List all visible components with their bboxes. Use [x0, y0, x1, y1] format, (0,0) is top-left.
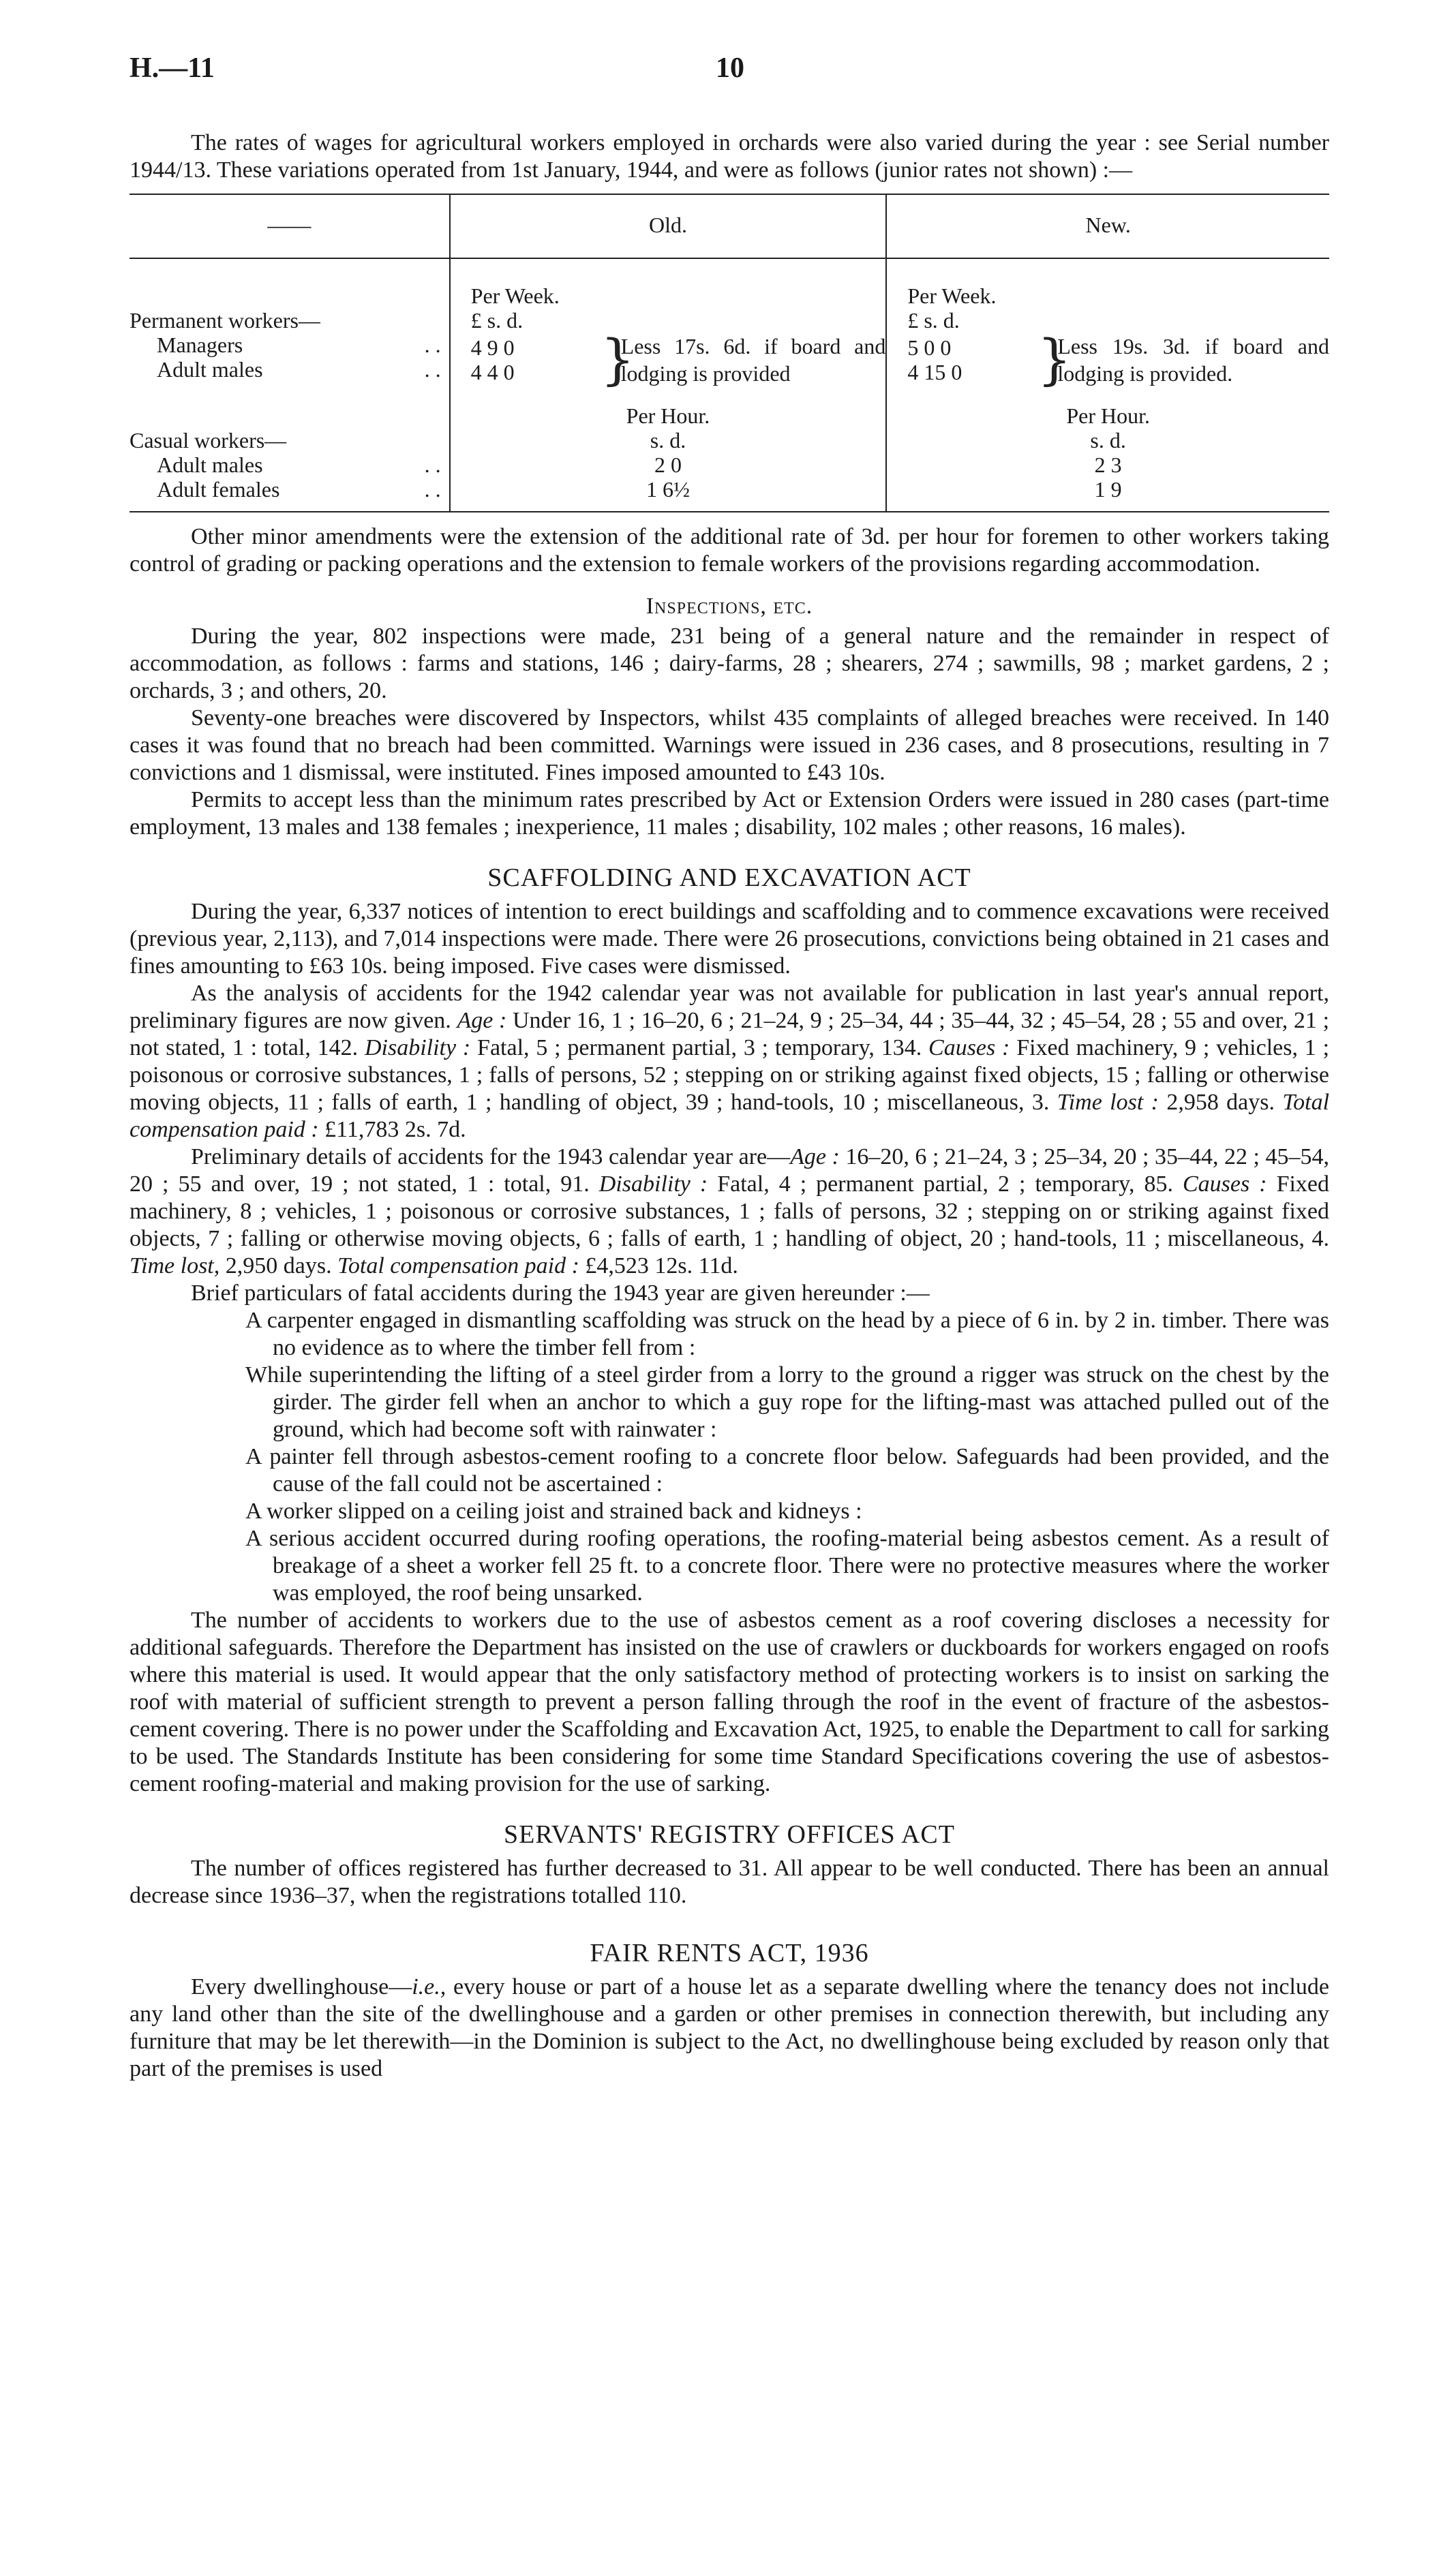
- currency-units: £ s. d.: [907, 308, 960, 333]
- asbestos-paragraph: The number of accidents to workers due to the use of asbestos cement as a roof covering discloses a necessity for additional safeguards. Therefore the Department has insisted on the use of crawlers or duckboards for workers engaged on roofs where this material is used. It would appear that the only satisfactory method of protecting workers is to insist on sarking the roof with material of sufficient strength to prevent a person falling through the roof in the event of fracture of the asbestos-cement covering. There is no power under the Scaffolding and Excavation Act, 1925, to enable the Department to call for sarking to be used. The Standards Institute has been considering for some time Standard Specifications covering the use of asbestos-cement roofing-material and making provision for the use of sarking.: [130, 1608, 1329, 1796]
- new-casual-males-rate: 2 3: [1094, 453, 1122, 477]
- casual-workers-label: Casual workers—: [130, 428, 287, 453]
- minor-amendments-paragraph: Other minor amendments were the extension of the additional rate of 3d. per hour for foremen to other workers taking control of grading or packing operations and the extension to female workers of the provisions regarding accommodation.: [130, 524, 1329, 577]
- per-hour-label: Per Hour.: [626, 403, 710, 428]
- fatal-accidents-intro: Brief particulars of fatal accidents during the 1943 year are given hereunder :—: [191, 1281, 930, 1306]
- table-header-new: New.: [886, 194, 1329, 258]
- casual-adult-females-label: Adult females: [157, 477, 280, 502]
- fatal-case-2: While superintending the lifting of a steel girder from a lorry to the ground a rigger was struck on the chest by the girder. The girder fell when an anchor to which a guy rope for the lifting-mast was attached pulled out of the ground, which had become soft with rainwater :: [245, 1362, 1329, 1442]
- inspections-paragraph-3: Permits to accept less than the minimum rates prescribed by Act or Extension Orders were issued in 280 cases (part-time employment, 13 males and 138 females ; inexperience, 11 males ; disability, 102 males ; other reasons, 16 males).: [130, 787, 1329, 840]
- page-header: [130, 52, 1329, 95]
- currency-units: £ s. d.: [470, 308, 524, 333]
- managers-label: Managers: [157, 333, 243, 357]
- casual-adult-males-label: Adult males: [157, 453, 263, 477]
- document-code: H.—11: [130, 52, 215, 84]
- fatal-case-3: A painter fell through asbestos-cement roofing to a concrete floor below. Safeguards had been provided, and the cause of the fall could not be ascertained :: [245, 1444, 1329, 1497]
- old-casual-males-rate: 2 0: [654, 453, 682, 477]
- hour-units: s. d.: [1090, 428, 1126, 453]
- new-managers-rate: 5 0 0: [907, 335, 952, 360]
- fair-rents-paragraph: Every dwellinghouse—i.e., every house or part of a house let as a separate dwelling where the tenancy does not include any land other than the site of the dwellinghouse and a garden or other premises in connection therewith, but including any furniture that may be let therewith—in the Dominion is subject to the Act, no dwellinghouse being excluded by reason only that part of the premises is used: [130, 1974, 1329, 2081]
- new-adult-males-rate: 4 15 0: [907, 360, 962, 384]
- permanent-labels: [130, 258, 450, 387]
- accidents-1942-paragraph: As the analysis of accidents for the 1942 calendar year was not available for publication in last year's annual report, preliminary figures are now given. Age : Under 16, 1 ; 16–20, 6 ; 21–24, 9 ; 25–34, 44 ; 35–44, 32 ; 45–54, 28 ; 55 and over, 21 ; not stated, 1 : total, 142. Disability : Fatal, 5 ; permanent partial, 3 ; temporary, 134. Causes : Fixed machinery, 9 ; vehicles, 1 ; poisonous or corrosive substances, 1 ; falls of persons, 52 ; stepping on or striking against fixed objects, 15 ; falling or otherwise moving objects, 11 ; falls of earth, 1 ; handling of object, 39 ; hand-tools, 10 ; miscellaneous, 3. Time lost : 2,958 days. Total compensation paid : £11,783 2s. 7d.: [130, 981, 1330, 1142]
- new-hourly-rates: [886, 387, 1329, 512]
- fair-rents-heading: FAIR RENTS ACT, 1936: [590, 1939, 869, 1967]
- new-weekly-rates: [886, 258, 1329, 391]
- old-weekly-rates: [450, 258, 887, 391]
- inspections-heading: Inspections, etc.: [646, 594, 813, 619]
- table-header-blank: ——: [130, 194, 450, 258]
- page-number: 10: [716, 52, 744, 84]
- leader-dots: . .: [424, 477, 441, 502]
- scaffolding-heading: SCAFFOLDING AND EXCAVATION ACT: [487, 863, 971, 892]
- table-header-old: Old.: [450, 194, 887, 258]
- fatal-case-5: A serious accident occurred during roofing operations, the roofing-material being asbestos cement. As a result of breakage of a sheet a worker fell 25 ft. to a concrete floor. There were no protective measures where the worker was employed, the roof being unsarked.: [245, 1526, 1329, 1606]
- old-board-note: Less 17s. 6d. if board and lodging is provided: [620, 334, 886, 386]
- brace-icon: }: [600, 328, 635, 391]
- accidents-1943-paragraph: Preliminary details of accidents for the 1943 calendar year are—Age : 16–20, 6 ; 21–24, 3 ; 25–34, 20 ; 35–44, 22 ; 45–54, 20 ; 55 and over, 19 ; not stated, 1 : total, 91. Disability : Fatal, 4 ; permanent partial, 2 ; temporary, 85. Causes : Fixed machinery, 8 ; vehicles, 1 ; poisonous or corrosive substances, 1 ; falls of persons, 32 ; stepping on or striking against fixed objects, 7 ; falling or otherwise moving objects, 6 ; falls of earth, 1 ; handling of object, 20 ; hand-tools, 11 ; miscellaneous, 4. Time lost, 2,950 days. Total compensation paid : £4,523 12s. 11d.: [130, 1144, 1330, 1278]
- per-week-label: Per Week.: [470, 283, 560, 308]
- fatal-case-1: A carpenter engaged in dismantling scaffolding was struck on the head by a piece of 6 in. by 2 in. timber. There was no evidence as to where the timber fell from :: [245, 1308, 1329, 1360]
- old-adult-males-rate: 4 4 0: [470, 360, 515, 384]
- leader-dots: . .: [424, 333, 441, 357]
- servants-paragraph: The number of offices registered has further decreased to 31. All appear to be well conducted. There has been an annual decrease since 1936–37, when the registrations totalled 110.: [130, 1856, 1329, 1908]
- new-board-note: Less 19s. 3d. if board and lodging is provided.: [1057, 334, 1329, 386]
- hour-units: s. d.: [650, 428, 686, 453]
- leader-dots: . .: [424, 453, 441, 477]
- brace-icon: }: [1037, 328, 1072, 391]
- inspections-paragraph-2: Seventy-one breaches were discovered by Inspectors, whilst 435 complaints of alleged breaches were received. In 140 cases it was found that no breach had been committed. Warnings were issued in 236 cases, and 8 prosecutions, resulting in 7 convictions and 1 dismissal, were instituted. Fines imposed amounted to £43 10s.: [130, 705, 1329, 785]
- old-managers-rate: 4 9 0: [470, 335, 515, 360]
- adult-males-label: Adult males: [157, 357, 263, 382]
- inspections-paragraph-1: During the year, 802 inspections were made, 231 being of a general nature and the remainder in respect of accommodation, as follows : farms and stations, 146 ; dairy-farms, 28 ; shearers, 274 ; sawmills, 98 ; market gardens, 2 ; orchards, 3 ; and others, 20.: [130, 624, 1329, 703]
- per-week-label: Per Week.: [907, 283, 997, 308]
- scaffolding-paragraph: During the year, 6,337 notices of intention to erect buildings and scaffolding and to commence excavations were received (previous year, 2,113), and 7,014 inspections were made. There were 26 prosecutions, convictions being obtained in 21 cases and fines amounting to £63 10s. being imposed. Five cases were dismissed.: [130, 899, 1329, 979]
- new-casual-females-rate: 1 9: [1094, 477, 1122, 502]
- casual-labels: [130, 387, 450, 512]
- intro-paragraph: The rates of wages for agricultural workers employed in orchards were also varied during the year : see Serial number 1944/13. These variations operated from 1st January, 1944, and were as follows (junior rates not shown) :—: [130, 130, 1329, 183]
- per-hour-label: Per Hour.: [1066, 403, 1150, 428]
- old-casual-females-rate: 1 6½: [646, 477, 690, 502]
- document-page: [130, 52, 1330, 2083]
- fatal-case-4: A worker slipped on a ceiling joist and strained back and kidneys :: [245, 1499, 862, 1524]
- servants-heading: SERVANTS' REGISTRY OFFICES ACT: [503, 1820, 955, 1849]
- permanent-workers-label: Permanent workers—: [130, 308, 320, 333]
- old-hourly-rates: [450, 387, 887, 512]
- leader-dots: . .: [424, 357, 441, 382]
- wage-rates-table: [130, 194, 1329, 512]
